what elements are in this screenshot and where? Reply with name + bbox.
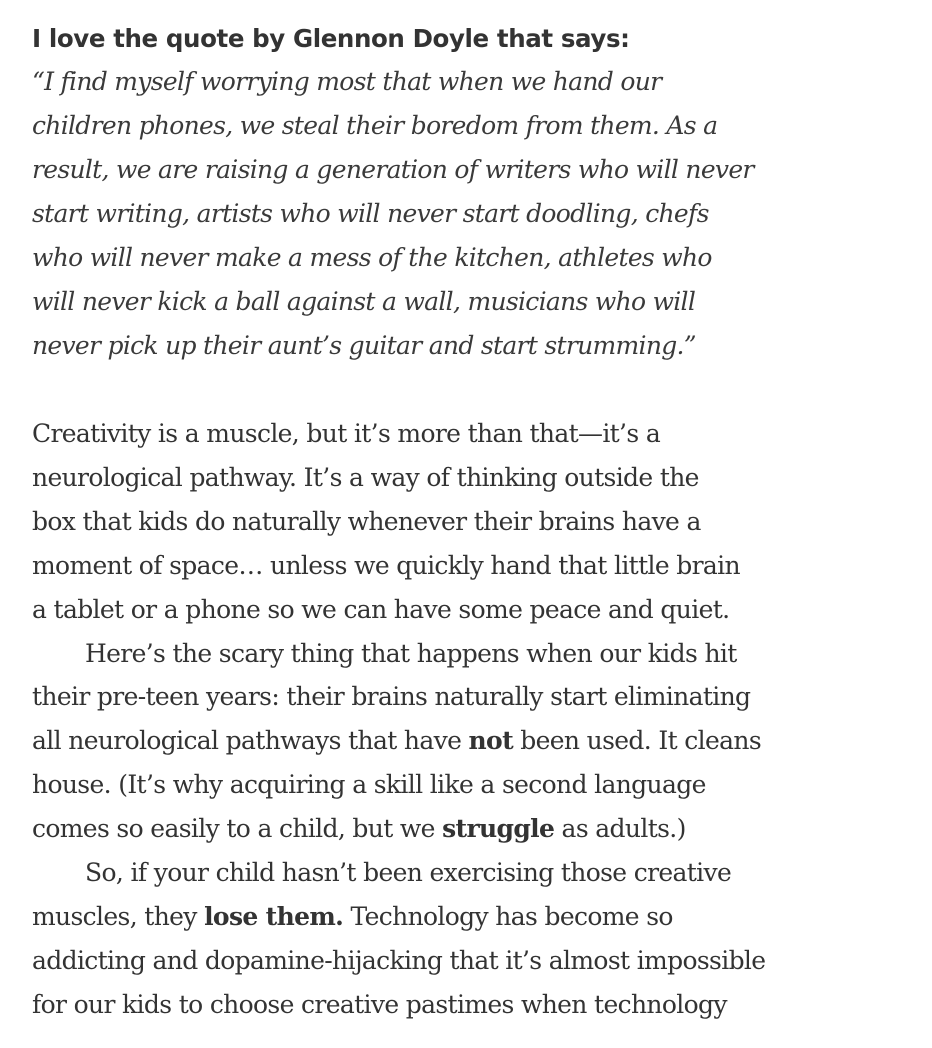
text-run: all neurological pathways that have [32,726,469,756]
quote-line: “I find myself worrying most that when we hand our [32,67,662,96]
paragraph-line: for our kids to choose creative pastimes when technology [32,989,727,1019]
emphasis-lose-them: lose them. [204,901,344,931]
paragraph-line: Creativity is a muscle, but it’s more than that—it’s a [32,419,661,448]
paragraph-line: box that kids do naturally whenever their brains have a [32,506,701,536]
document-page [32,18,912,1027]
paragraph-line [32,719,912,763]
paragraph-exercising [32,851,912,1027]
quote-line: never pick up their aunt’s guitar and start strumming.” [32,331,696,360]
quote-line: start writing, artists who will never start doodling, chefs [32,199,709,228]
paragraph-line: moment of space… unless we quickly hand that little brain [32,550,740,580]
text-run: muscles, they [32,901,205,931]
paragraph-line: house. (It’s why acquiring a skill like a second language [32,770,706,800]
paragraph-line: Here’s the scary thing that happens when our kids hit [85,638,737,668]
quote-block [32,60,912,368]
paragraph-creativity [32,412,912,632]
intro-heading: I love the quote by Glennon Doyle that says: [32,24,630,53]
paragraph-line: So, if your child hasn’t been exercising those creative [85,858,732,888]
text-run: comes so easily to a child, but we [32,814,443,844]
paragraph-line: their pre-teen years: their brains naturally start eliminating [32,682,751,712]
emphasis-struggle: struggle [442,814,555,844]
paragraph-line [32,807,912,851]
quote-line: result, we are raising a generation of writers who will never [32,155,754,184]
quote-line: children phones, we steal their boredom from them. As a [32,111,718,140]
quote-line: will never kick a ball against a wall, musicians who will [32,287,696,316]
paragraph-scary-thing [32,632,912,852]
text-run: Technology has become so [343,901,673,931]
paragraph-line: neurological pathway. It’s a way of thinking outside the [32,462,699,492]
paragraph-line: a tablet or a phone so we can have some peace and quiet. [32,594,730,624]
emphasis-not: not [468,726,513,756]
paragraph-line [32,895,912,939]
text-run: been used. It cleans [512,726,762,756]
paragraph-line: addicting and dopamine-hijacking that it’s almost impossible [32,945,766,975]
text-run: as adults.) [554,814,686,844]
paragraph-gap [32,368,912,412]
quote-line: who will never make a mess of the kitchen, athletes who [32,243,712,272]
